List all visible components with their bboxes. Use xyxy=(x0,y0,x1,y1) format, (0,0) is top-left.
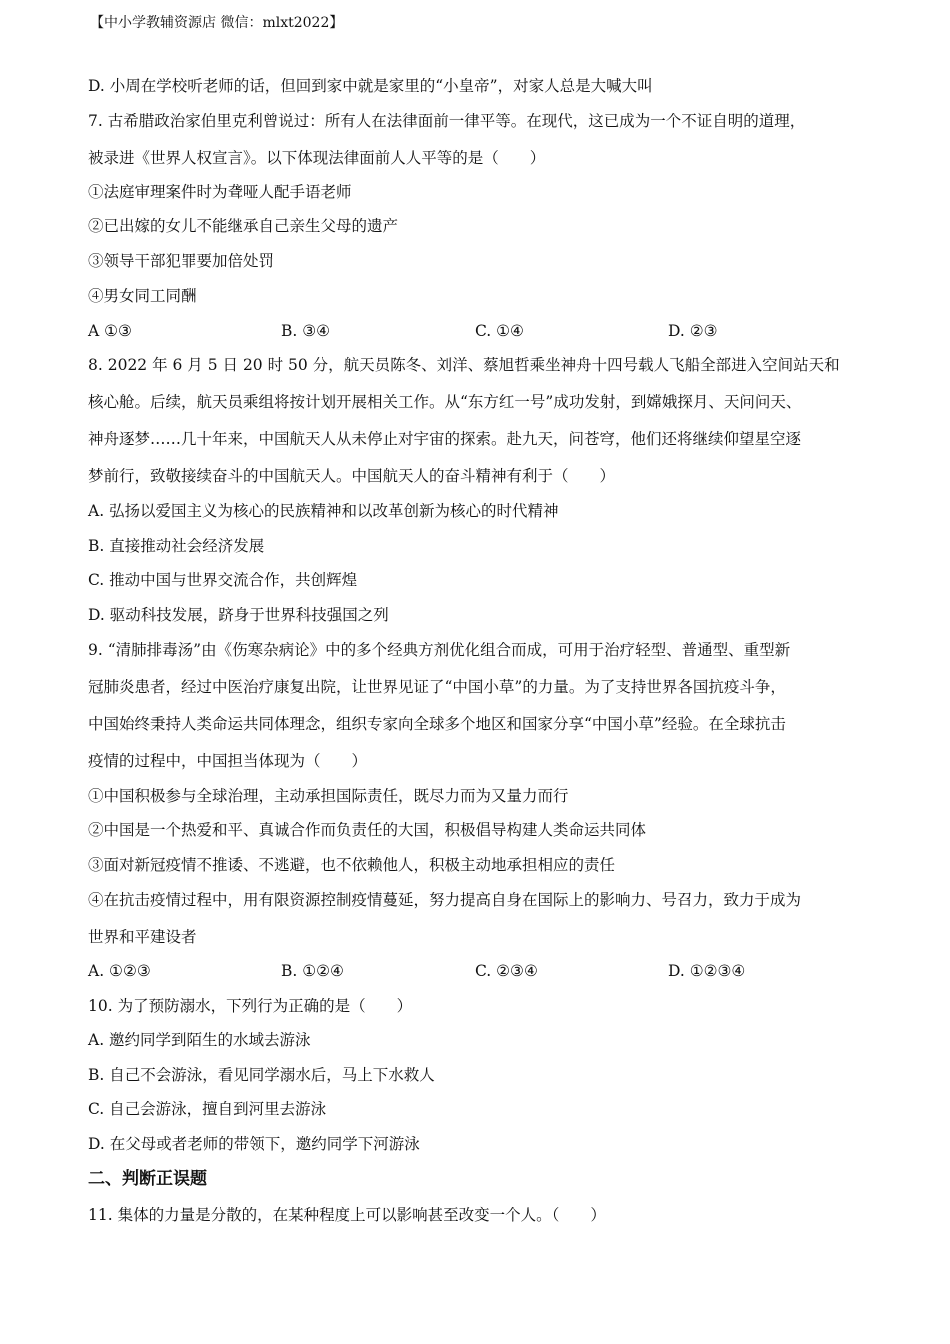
q7-item-1: ①法庭审理案件时为聋哑人配手语老师 xyxy=(88,183,352,201)
q9-item-3: ③面对新冠疫情不推诿、不逃避，也不依赖他人，积极主动地承担相应的责任 xyxy=(88,856,616,874)
q8-stem-line3: 神舟逐梦……几十年来，中国航天人从未停止对宇宙的探索。赴九天，问苍穹，他们还将继续仰望星空逐 xyxy=(88,430,802,448)
q8-option-c: C. 推动中国与世界交流合作，共创辉煌 xyxy=(88,571,358,589)
q9-item-2: ②中国是一个热爱和平、真诚合作而负责任的大国，积极倡导构建人类命运共同体 xyxy=(88,821,647,839)
q7-option-c: C. ①④ xyxy=(475,322,524,340)
q9-stem-line3: 中国始终秉持人类命运共同体理念，组织专家向全球多个地区和国家分享“中国小草”经验。在全球抗击 xyxy=(88,715,786,733)
q8-option-d: D. 驱动科技发展，跻身于世界科技强国之列 xyxy=(88,606,389,624)
watermark-header: 【中小学教辅资源店 微信：mlxt2022】 xyxy=(90,15,344,31)
q6-option-d: D. 小周在学校听老师的话，但回到家中就是家里的“小皇帝”，对家人总是大喊大叫 xyxy=(88,77,653,95)
q10-stem: 10. 为了预防溺水，下列行为正确的是（ ） xyxy=(88,997,413,1015)
q11-stem: 11. 集体的力量是分散的，在某种程度上可以影响甚至改变一个人。（ ） xyxy=(88,1206,606,1224)
q9-option-c: C. ②③④ xyxy=(475,962,538,980)
q7-stem-line1: 7. 古希腊政治家伯里克利曾说过：所有人在法律面前一律平等。在现代，这已成为一个不证自明的道理， xyxy=(88,112,806,130)
q8-option-b: B. 直接推动社会经济发展 xyxy=(88,537,265,555)
q8-stem-line2: 核心舱。后续，航天员乘组将按计划开展相关工作。从“东方红一号”成功发射，到嫦娥探月、天问问天、 xyxy=(88,393,802,411)
q7-stem-line2: 被录进《世界人权宣言》。以下体现法律面前人人平等的是（ ） xyxy=(88,149,546,167)
q10-option-a: A. 邀约同学到陌生的水域去游泳 xyxy=(88,1031,311,1049)
q10-option-b: B. 自己不会游泳，看见同学溺水后，马上下水救人 xyxy=(88,1066,435,1084)
q8-stem-line4: 梦前行，致敬接续奋斗的中国航天人。中国航天人的奋斗精神有利于（ ） xyxy=(88,467,616,485)
q9-option-b: B. ①②④ xyxy=(281,962,344,980)
q9-stem-line1: 9. “清肺排毒汤”由《伤寒杂病论》中的多个经典方剂优化组合而成，可用于治疗轻型、普通型、重型新 xyxy=(88,641,791,659)
q9-item-4-line2: 世界和平建设者 xyxy=(88,928,197,946)
q9-option-d: D. ①②③④ xyxy=(668,962,746,980)
q9-item-1: ①中国积极参与全球治理，主动承担国际责任，既尽力而为又量力而行 xyxy=(88,787,569,805)
q9-option-a: A. ①②③ xyxy=(88,962,151,980)
q8-option-a: A. 弘扬以爱国主义为核心的民族精神和以改革创新为核心的时代精神 xyxy=(88,502,559,520)
q10-option-c: C. 自己会游泳，擅自到河里去游泳 xyxy=(88,1100,327,1118)
q9-item-4-line1: ④在抗击疫情过程中，用有限资源控制疫情蔓延，努力提高自身在国际上的影响力、号召力，致力于成为 xyxy=(88,891,802,909)
section-title: 二、判断正误题 xyxy=(88,1169,207,1189)
q10-option-d: D. 在父母或者老师的带领下，邀约同学下河游泳 xyxy=(88,1135,420,1153)
q9-stem-line4: 疫情的过程中，中国担当体现为（ ） xyxy=(88,752,368,770)
q8-stem-line1: 8. 2022 年 6 月 5 日 20 时 50 分，航天员陈冬、刘洋、蔡旭哲乘坐神舟十四号载人飞船全部进入空间站天和 xyxy=(88,356,840,374)
q7-item-3: ③领导干部犯罪要加倍处罚 xyxy=(88,252,275,270)
q7-option-d: D. ②③ xyxy=(668,322,718,340)
q7-option-a: A ①③ xyxy=(88,322,132,340)
q9-stem-line2: 冠肺炎患者，经过中医治疗康复出院，让世界见证了“中国小草”的力量。为了支持世界各国抗疫斗争， xyxy=(88,678,786,696)
q7-item-4: ④男女同工同酬 xyxy=(88,287,197,305)
q7-option-b: B. ③④ xyxy=(281,322,331,340)
q7-item-2: ②已出嫁的女儿不能继承自己亲生父母的遗产 xyxy=(88,217,399,235)
